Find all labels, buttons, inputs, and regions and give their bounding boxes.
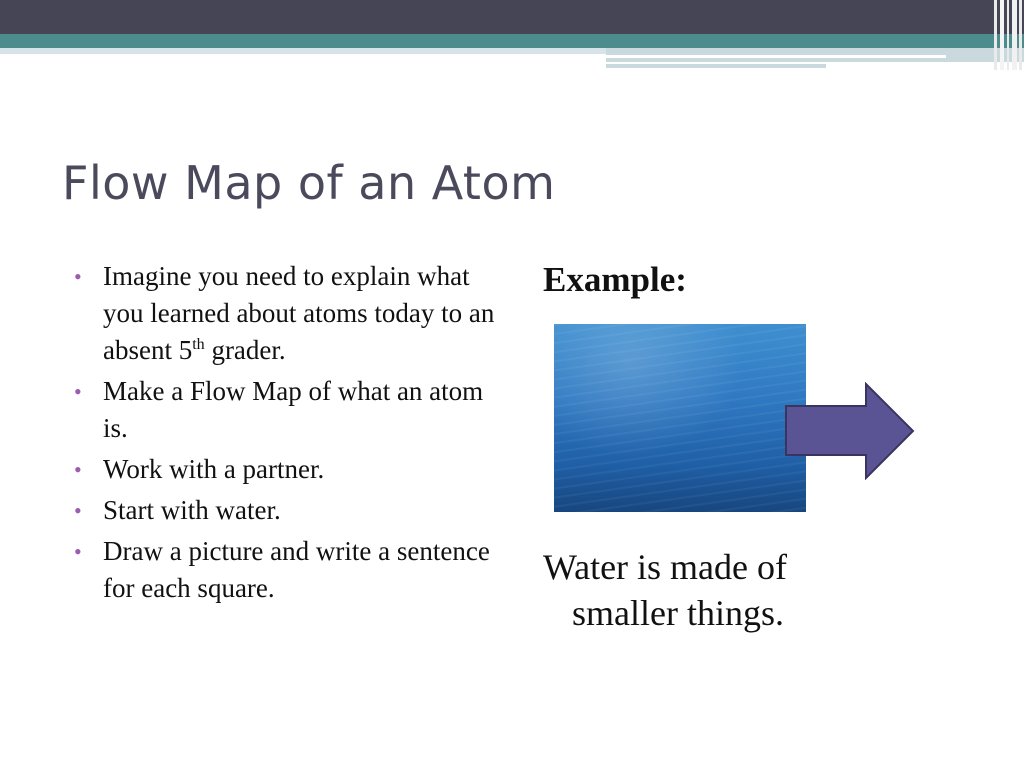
header-band-teal [0,34,1024,48]
example-heading: Example: [543,260,687,299]
instruction-list [74,258,504,611]
list-item [74,373,504,447]
header-line [606,64,826,68]
header-stripe [1000,0,1004,70]
list-item [74,533,504,607]
header-stripe [1007,0,1009,70]
caption-line-2: smaller things. [572,593,784,633]
arrow-shape [786,384,913,478]
list-item [74,492,504,529]
superscript: th [192,336,205,353]
caption-line-1: Water is made of [543,547,788,587]
header-band-dark [0,0,1024,34]
header-line [606,55,946,58]
header-stripe [1012,0,1017,70]
water-image [554,324,806,512]
bullet-text: Make a Flow Map of what an atom is. [103,376,484,443]
example-caption [543,544,873,636]
bullet-text: Draw a picture and write a sentence for each square. [103,536,490,603]
bullet-text: Start with water. [103,495,281,525]
list-item [74,258,504,369]
bullet-text: Imagine you need to explain what you learned about atoms today to an absent 5 [103,261,495,365]
header-band-light [0,48,606,54]
header-stripe [994,0,997,70]
bullet-text-end: grader. [204,335,286,365]
header-stripe [1019,0,1022,70]
right-arrow-icon [784,382,916,480]
list-item [74,451,504,488]
slide-title: Flow Map of an Atom [62,156,556,210]
bullet-text: Work with a partner. [103,454,325,484]
